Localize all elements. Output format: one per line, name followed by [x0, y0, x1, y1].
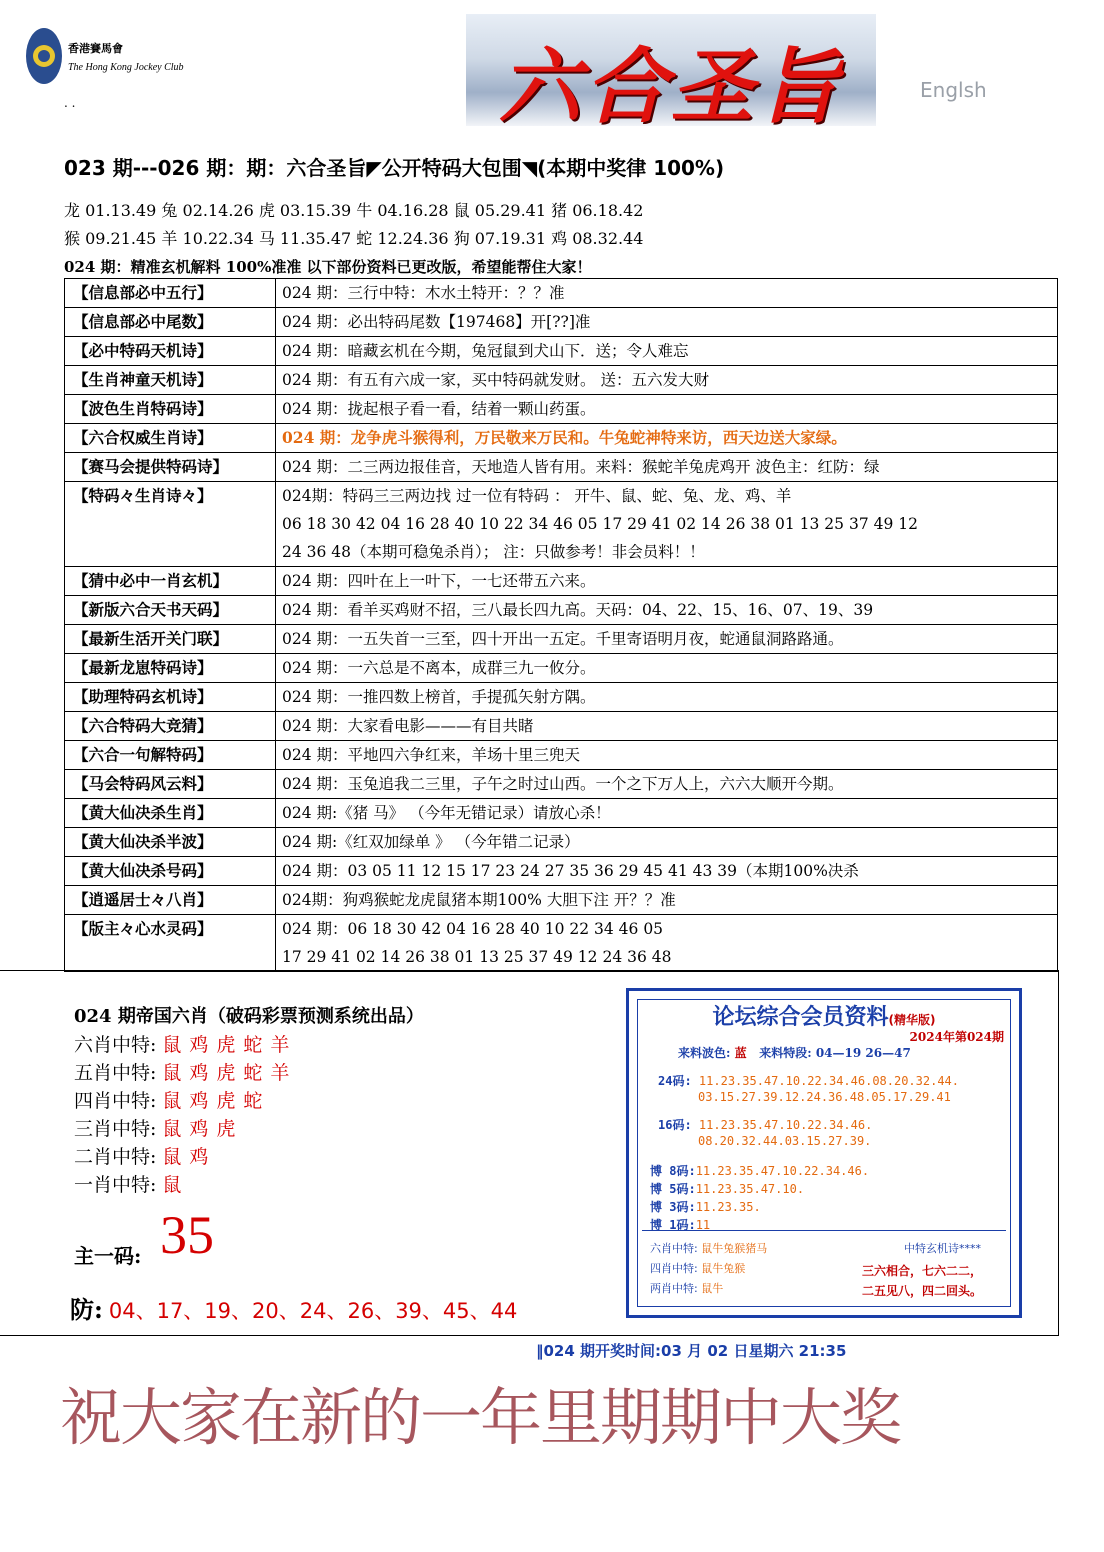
row-label: 【助理特码玄机诗】 — [65, 683, 276, 712]
row-label: 【信息部必中五行】 — [65, 279, 276, 308]
special-value: 04—19 26—47 — [815, 1046, 911, 1060]
row-line: 24 36 48（本期可稳兔杀肖）； 注：只做参考！非会员料！！ — [282, 543, 705, 561]
row-content: 024 期：暗藏玄机在今期，兔冠鼠到犬山下．送；令人难忘 — [276, 337, 1058, 366]
card-poem-2: 二五见八，四二回头。 — [862, 1284, 983, 1298]
row-content: 024 期：平地四六争红来，羊场十里三兜天 — [276, 741, 1058, 770]
card-f4 — [650, 1260, 745, 1276]
row-content: 024 期：大家看电影———有目共睹 — [276, 712, 1058, 741]
empire-title: 024 期帝国六肖（破码彩票预测系统出品） — [74, 1006, 424, 1027]
table-row — [65, 366, 1058, 395]
row-label: 【波色生肖特码诗】 — [65, 395, 276, 424]
row-label: 【马会特码风云料】 — [65, 770, 276, 799]
table-row — [65, 683, 1058, 712]
f6-value: 鼠牛兔猴猪马 — [701, 1242, 768, 1255]
row-content: 024 期：03 05 11 12 15 17 23 24 27 35 36 29 45 41 43 39（本期100%决杀 — [276, 857, 1058, 886]
zodiac-line-2: 猴 09.21.45 羊 10.22.34 马 11.35.47 蛇 12.24.36 狗 07.19.31 鸡 08.32.44 — [64, 229, 644, 248]
row-content: 024 期:《红双加绿单 》 （今年错二记录） — [276, 828, 1058, 857]
row-content: 024期：狗鸡猴蛇龙虎鼠猪本期100% 大胆下注 开？？准 — [276, 886, 1058, 915]
table-row — [65, 828, 1058, 857]
row-line: 024期：特码三三两边找 过一位有特码 ： 开牛、鼠、蛇、兔、龙、鸡、羊 — [282, 487, 792, 505]
main-code-label: 主一码: — [74, 1244, 142, 1268]
row-line: 024 期：06 18 30 42 04 16 28 40 10 22 34 46 05 — [282, 920, 664, 938]
xiao-row — [74, 1114, 243, 1141]
table-row — [65, 424, 1058, 453]
card-b3 — [650, 1198, 761, 1215]
row-label: 【信息部必中尾数】 — [65, 308, 276, 337]
xiao-value: 鼠鸡虎蛇羊 — [162, 1062, 298, 1084]
card-divider — [642, 1230, 1006, 1231]
blessing-banner: 祝大家在新的一年里期期中大奖 — [60, 1381, 901, 1454]
row-content: 024 期：一五失首一三至，四十开出一五定。千里寄语明月夜，蛇通鼠洞路路通。 — [276, 625, 1058, 654]
table-row — [65, 712, 1058, 741]
r16-label: 16码: — [658, 1118, 692, 1132]
xiao-value: 鼠鸡虎蛇 — [162, 1090, 271, 1112]
info-table — [64, 278, 1058, 972]
card-b5 — [650, 1180, 804, 1197]
table-row — [65, 857, 1058, 886]
english-link[interactable]: Englsh — [920, 78, 987, 102]
table-row — [65, 741, 1058, 770]
table-row — [65, 770, 1058, 799]
row-content: 024 期：看羊买鸡财不招，三八最长四九高。天码：04、22、15、16、07、19、39 — [276, 596, 1058, 625]
f2-value: 鼠牛 — [701, 1282, 724, 1295]
table-row — [65, 395, 1058, 424]
table-row — [65, 453, 1058, 482]
row-label: 【六合特码大竞猜】 — [65, 712, 276, 741]
banner — [466, 14, 876, 126]
xiao-row — [74, 1142, 216, 1169]
xiao-value: 鼠鸡虎 — [162, 1118, 244, 1140]
b8-label: 博 8码: — [650, 1164, 696, 1178]
row-content: 024 期：有五有六成一家，买中特码就发财。 送：五六发大财 — [276, 366, 1058, 395]
row-content: 024 期:《猪 马》 （今年无错记录）请放心杀！ — [276, 799, 1058, 828]
table-row — [65, 279, 1058, 308]
b1-value: 11 — [695, 1218, 711, 1232]
xiao-row — [74, 1030, 297, 1057]
card-r16b — [698, 1134, 871, 1148]
b5-label: 博 5码: — [650, 1182, 696, 1196]
draw-time: ‖024 期开奖时间:03 月 02 日星期六 21:35 — [536, 1342, 847, 1360]
r16-a: 11.23.35.47.10.22.34.46. — [698, 1118, 873, 1132]
card-f6 — [650, 1240, 767, 1256]
row-content: 024 期：二三两边报佳音，天地造人皆有用。来料：猴蛇羊兔虎鸡开 波色主：红防：绿 — [276, 453, 1058, 482]
table-row — [65, 308, 1058, 337]
xiao-value: 鼠鸡虎蛇羊 — [162, 1034, 298, 1056]
card-color-row — [678, 1044, 911, 1061]
table-row — [65, 337, 1058, 366]
row-content: 024 期：一推四数上榜首，手提孤矢射方隅。 — [276, 683, 1058, 712]
fang-row — [70, 1290, 517, 1325]
row-label: 【最新生活开关门联】 — [65, 625, 276, 654]
b1-label: 博 1码: — [650, 1218, 696, 1232]
fang-label: 防: — [70, 1295, 103, 1324]
r24-b: 03.15.27.39.12.24.36.48.05.17.29.41 — [698, 1090, 951, 1104]
row-label: 【黄大仙决杀号码】 — [65, 857, 276, 886]
xiao-row — [74, 1170, 189, 1197]
banner-title: 六合圣旨 — [499, 39, 843, 126]
row-label: 【逍遥居士々八肖】 — [65, 886, 276, 915]
row-content: 024 期：必出特码尾数【197468】开[??]准 — [276, 308, 1058, 337]
b8-value: 11.23.35.47.10.22.34.46. — [695, 1164, 870, 1178]
row-content: 024 期：四叶在上一叶下，一七还带五六来。 — [276, 567, 1058, 596]
row-content: 024 期：拢起根子看一看，结着一颗山药蛋。 — [276, 395, 1058, 424]
f4-label: 四肖中特: — [650, 1262, 698, 1275]
xiao-value: 鼠鸡 — [162, 1146, 217, 1168]
row-label: 【新版六合天书天码】 — [65, 596, 276, 625]
r16-b: 08.20.32.44.03.15.27.39. — [698, 1134, 872, 1148]
zodiac-line-1: 龙 01.13.49 兔 02.14.26 虎 03.15.39 牛 04.16.28 鼠 05.29.41 猪 06.18.42 — [64, 201, 644, 220]
row-content — [276, 915, 1058, 972]
card-title-text: 论坛综合会员资料 — [712, 1005, 889, 1030]
card-b8 — [650, 1162, 869, 1179]
b3-value: 11.23.35. — [695, 1200, 761, 1214]
xiao-value: 鼠 — [162, 1174, 190, 1196]
card-title — [638, 1000, 1010, 1031]
xiao-row — [74, 1086, 270, 1113]
row-label: 【六合权威生肖诗】 — [65, 424, 276, 453]
jockey-club-logo-icon — [24, 26, 64, 86]
row-content: 024 期：一六总是不离本，成群三九一攸分。 — [276, 654, 1058, 683]
table-row — [65, 654, 1058, 683]
xiao-label: 六肖中特: — [74, 1034, 157, 1056]
card-title-sub: (精华版) — [888, 1013, 936, 1027]
row-content: 024 期：三行中特：木水土特开：？？准 — [276, 279, 1058, 308]
table-row — [65, 915, 1058, 972]
f6-label: 六肖中特: — [650, 1242, 698, 1255]
card-r24b — [698, 1090, 951, 1104]
club-name-cn: 香港賽馬會 — [68, 42, 123, 55]
headline: 023 期---026 期：期：六合圣旨◤公开特码大包围◥(本期中奖律 100%) — [64, 156, 725, 180]
row-content — [276, 482, 1058, 567]
xiao-label: 二肖中特: — [74, 1146, 157, 1168]
table-row — [65, 799, 1058, 828]
r24-label: 24码: — [658, 1074, 692, 1088]
xiao-label: 四肖中特: — [74, 1090, 157, 1112]
forum-card-inner — [637, 999, 1011, 1307]
table-row — [65, 625, 1058, 654]
color-label: 来料波色: — [678, 1046, 731, 1060]
header-dots: . . — [64, 96, 76, 110]
r24-a: 11.23.35.47.10.22.34.46.08.20.32.44. — [698, 1074, 960, 1088]
club-name-en: The Hong Kong Jockey Club — [68, 62, 184, 73]
row-label: 【黄大仙决杀生肖】 — [65, 799, 276, 828]
color-value: 蓝 — [734, 1046, 747, 1060]
f2-label: 两肖中特: — [650, 1282, 698, 1295]
table-row — [65, 886, 1058, 915]
card-r16 — [658, 1116, 872, 1133]
update-note: 024 期：精准玄机解料 100%准准 以下部份资料已更改版，希望能帮住大家！ — [64, 258, 592, 276]
main-code-value: 35 — [160, 1205, 214, 1265]
card-f2 — [650, 1280, 723, 1296]
card-r24 — [658, 1072, 959, 1089]
row-label: 【生肖神童天机诗】 — [65, 366, 276, 395]
row-content: 024 期：玉兔追我二三里，子午之时过山西。一个之下万人上，六六大顺开今期。 — [276, 770, 1058, 799]
table-row — [65, 482, 1058, 567]
row-label: 【六合一句解特码】 — [65, 741, 276, 770]
xiao-row — [74, 1058, 297, 1085]
card-issue: 2024年第024期 — [909, 1030, 1004, 1044]
table-row — [65, 567, 1058, 596]
row-label: 【必中特码天机诗】 — [65, 337, 276, 366]
row-label: 【版主々心水灵码】 — [65, 915, 276, 972]
forum-card — [626, 988, 1022, 1318]
fang-value: 04、17、19、20、24、26、39、45、44 — [108, 1299, 518, 1323]
row-line: 06 18 30 42 04 16 28 40 10 22 34 46 05 17 29 41 02 14 26 38 01 13 25 37 49 12 — [282, 515, 918, 533]
row-line: 17 29 41 02 14 26 38 01 13 25 37 49 12 24 36 48 — [282, 948, 672, 966]
xiao-label: 三肖中特: — [74, 1118, 157, 1140]
row-label: 【黄大仙决杀半波】 — [65, 828, 276, 857]
row-label: 【最新龙崽特码诗】 — [65, 654, 276, 683]
row-label: 【赛马会提供特码诗】 — [65, 453, 276, 482]
f4-value: 鼠牛兔猴 — [701, 1262, 746, 1275]
row-content: 024 期：龙争虎斗猴得利，万民敬来万民和。牛兔蛇神特来访，西天边送大家绿。 — [276, 424, 1058, 453]
card-poem-title: 中特玄机诗**** — [904, 1242, 981, 1255]
table-row — [65, 596, 1058, 625]
b5-value: 11.23.35.47.10. — [695, 1182, 805, 1196]
b3-label: 博 3码: — [650, 1200, 696, 1214]
card-poem-1: 三六相合，七六二二， — [862, 1264, 983, 1278]
xiao-label: 五肖中特: — [74, 1062, 157, 1084]
special-label: 来料特段: — [759, 1046, 812, 1060]
xiao-label: 一肖中特: — [74, 1174, 157, 1196]
row-label: 【特码々生肖诗々】 — [65, 482, 276, 567]
row-label: 【猜中必中一肖玄机】 — [65, 567, 276, 596]
